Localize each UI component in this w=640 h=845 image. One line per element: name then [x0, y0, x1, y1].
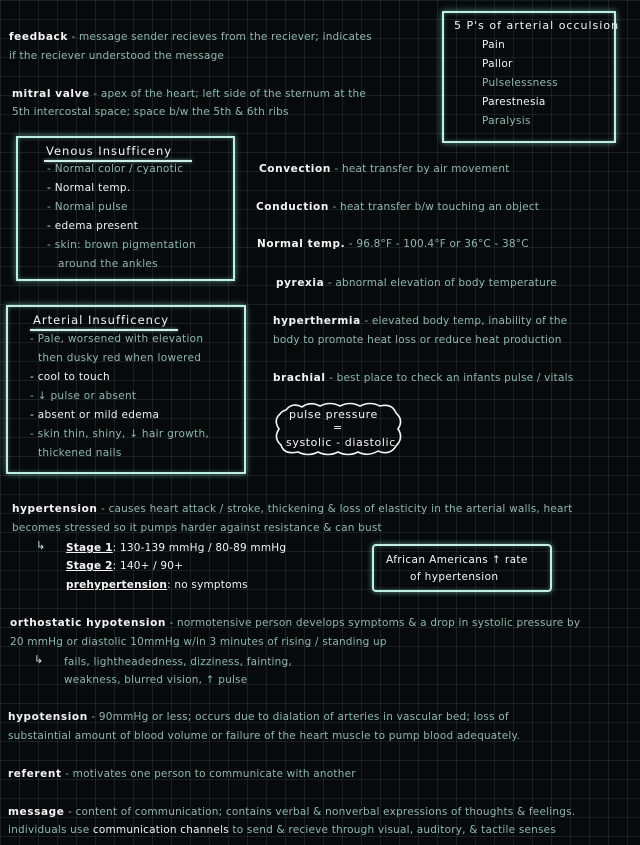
- five-ps-item: Parestnesia: [482, 96, 546, 108]
- venous-item: around the ankles: [58, 258, 158, 270]
- african-americans-line-1: African Americans ↑ rate: [386, 554, 528, 566]
- hypertension-line-2: becomes stressed so it pumps harder against resistance & can bust: [12, 522, 382, 534]
- venous-item: - edema present: [47, 220, 139, 232]
- five-ps-title: 5 P's of arterial occulsion: [454, 19, 620, 32]
- venous-item: - skin: brown pigmentation: [47, 239, 196, 251]
- feedback-line-1: [9, 31, 372, 44]
- pulse-pressure-equals: =: [333, 421, 343, 434]
- message-communication-channels: communication channels: [92, 824, 229, 836]
- mitral-line-1: [12, 88, 366, 101]
- message-term: message: [8, 806, 65, 818]
- brachial-definition: - best place to check an infants pulse / vitals: [329, 372, 574, 384]
- five-ps-item: Pain: [482, 39, 506, 51]
- african-americans-line-2: of hypertension: [410, 571, 499, 583]
- stage1-label: Stage 1: [66, 542, 113, 554]
- normal-temp-definition: - 96.8°F - 100.4°F or 36°C - 38°C: [348, 238, 529, 250]
- arterial-item: then dusky red when lowered: [38, 352, 202, 364]
- feedback-definition: - message sender recieves from the reciever; indicates: [71, 31, 372, 43]
- conduction-line: [256, 201, 539, 214]
- arrow-icon: ↳: [34, 653, 44, 666]
- orthostatic-term: orthostatic hypotension: [10, 617, 166, 629]
- venous-item: - Normal pulse: [47, 201, 128, 213]
- orthostatic-symptoms-1: fails, lightheadedness, dizziness, fainting,: [64, 656, 292, 668]
- venous-title: Venous Insufficeny: [46, 144, 173, 158]
- orthostatic-line-1: [10, 617, 580, 630]
- venous-item: - Normal temp.: [47, 182, 131, 194]
- arrow-icon: ↳: [36, 539, 46, 552]
- venous-item: - Normal color / cyanotic: [47, 163, 184, 175]
- hypotension-definition: - 90mmHg or less; occurs due to dialation of arteries in vascular bed; loss of: [91, 711, 509, 723]
- hyperthermia-definition: - elevated body temp, inability of the: [364, 315, 568, 327]
- pyrexia-term: pyrexia: [276, 277, 325, 289]
- african-americans-box: [372, 544, 552, 592]
- hypotension-line-1: [8, 711, 509, 724]
- referent-term: referent: [8, 768, 62, 780]
- normal-temp-line: [257, 238, 529, 251]
- hypotension-line-2: substaintial amount of blood volume or failure of the heart muscle to pump blood adequately.: [8, 730, 520, 742]
- message-def-part-3: to send & recieve through visual, auditory, & tactile senses: [232, 824, 557, 836]
- hyperthermia-line-2: body to promote heat loss or reduce heat production: [273, 334, 562, 346]
- pulse-pressure-line-1: pulse pressure: [289, 408, 378, 421]
- pulse-pressure-line-3: systolic - diastolic: [286, 436, 396, 449]
- message-def-part-1: individuals use: [8, 824, 90, 836]
- message-line-1: [8, 806, 575, 819]
- hyperthermia-term: hyperthermia: [273, 315, 361, 327]
- referent-definition: - motivates one person to communicate with another: [65, 768, 356, 780]
- orthostatic-definition: - normotensive person develops symptoms & a drop in systolic pressure by: [169, 617, 581, 629]
- feedback-term: feedback: [9, 31, 68, 43]
- venous-title-underline: [44, 160, 192, 162]
- prehypertension-value: : no symptoms: [167, 579, 248, 591]
- five-ps-item: Pallor: [482, 58, 513, 70]
- arterial-item: - Pale, worsened with elevation: [30, 333, 204, 345]
- arterial-item: - ↓ pulse or absent: [30, 390, 137, 402]
- mitral-line-2: 5th intercostal space; space b/w the 5th & 6th ribs: [12, 106, 289, 118]
- mitral-definition: - apex of the heart; left side of the sternum at the: [93, 88, 367, 100]
- stage2-line: [66, 560, 183, 573]
- hypertension-definition: - causes heart attack / stroke, thickening & loss of elasticity in the arterial walls, heart: [101, 503, 573, 515]
- convection-term: Convection: [259, 163, 331, 175]
- message-line-2: [8, 824, 556, 837]
- convection-line: [259, 163, 510, 176]
- brachial-term: brachial: [273, 372, 326, 384]
- message-definition: - content of communication; contains verbal & nonverbal expressions of thoughts & feelings.: [68, 806, 576, 818]
- arterial-item: - absent or mild edema: [30, 409, 160, 421]
- prehypertension-label: prehypertension: [66, 579, 168, 591]
- stage2-label: Stage 2: [66, 560, 113, 572]
- arterial-title-underline: [30, 329, 178, 331]
- orthostatic-line-2: 20 mmHg or diastolic 10mmHg w/in 3 minutes of rising / standing up: [10, 636, 387, 648]
- arterial-item: - cool to touch: [30, 371, 111, 383]
- convection-definition: - heat transfer by air movement: [334, 163, 510, 175]
- hypertension-line-1: [12, 503, 572, 516]
- prehypertension-line: [66, 579, 248, 592]
- feedback-line-2: if the reciever understood the message: [9, 50, 225, 62]
- stage1-value: : 130-139 mmHg / 80-89 mmHg: [112, 542, 287, 554]
- pyrexia-line: [276, 277, 557, 290]
- stage1-line: [66, 542, 286, 555]
- brachial-line: [273, 372, 573, 385]
- hypertension-term: hypertension: [12, 503, 98, 515]
- normal-temp-term: Normal temp.: [257, 238, 346, 250]
- hypotension-term: hypotension: [8, 711, 88, 723]
- referent-line: [8, 768, 356, 781]
- five-ps-item: Pulselessness: [482, 77, 558, 89]
- arterial-item: thickened nails: [38, 447, 122, 459]
- hyperthermia-line-1: [273, 315, 567, 328]
- mitral-term: mitral valve: [12, 88, 90, 100]
- conduction-term: Conduction: [256, 201, 329, 213]
- arterial-item: - skin thin, shiny, ↓ hair growth,: [30, 428, 210, 440]
- five-ps-item: Paralysis: [482, 115, 531, 127]
- arterial-title: Arterial Insufficency: [33, 313, 170, 327]
- conduction-definition: - heat transfer b/w touching an object: [332, 201, 540, 213]
- orthostatic-symptoms-2: weakness, blurred vision, ↑ pulse: [64, 674, 248, 686]
- pyrexia-definition: - abnormal elevation of body temperature: [327, 277, 557, 289]
- stage2-value: : 140+ / 90+: [112, 560, 184, 572]
